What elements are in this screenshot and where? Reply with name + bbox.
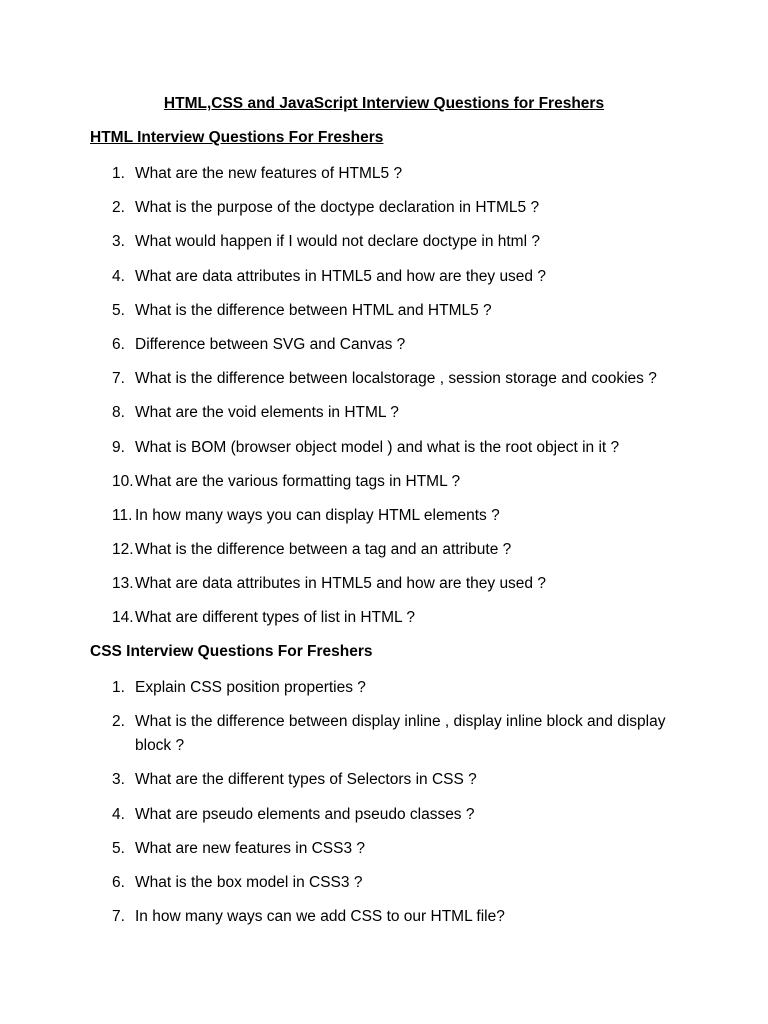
question-number: 3. (112, 771, 125, 789)
question-text: What is the difference between HTML and HTML5 ? (135, 301, 492, 319)
question-number: 6. (112, 335, 125, 353)
list-item (0, 470, 680, 494)
question-number: 4. (112, 805, 125, 823)
question-text: What are different types of list in HTML ? (135, 609, 415, 627)
question-text: What are the void elements in HTML ? (135, 404, 399, 422)
question-number: 12. (112, 541, 134, 559)
question-text: In how many ways you can display HTML elements ? (135, 506, 500, 524)
list-item (0, 333, 680, 357)
list-item (0, 768, 680, 792)
question-number: 11. (112, 506, 133, 524)
document-title: HTML,CSS and JavaScript Interview Questions for Freshers (163, 95, 605, 112)
question-number: 6. (112, 873, 125, 891)
question-text: What are pseudo elements and pseudo classes ? (135, 805, 475, 823)
list-item (0, 837, 680, 861)
question-number: 1. (112, 165, 125, 182)
question-text: In how many ways can we add CSS to our HTML file? (135, 908, 505, 926)
list-item (0, 504, 680, 528)
list-item (0, 162, 680, 186)
list-item (0, 606, 680, 630)
list-item (0, 676, 680, 700)
question-text: What are the various formatting tags in HTML ? (135, 472, 461, 490)
question-text: What are the new features of HTML5 ? (135, 165, 403, 182)
list-item (0, 572, 680, 596)
question-number: 8. (112, 404, 125, 422)
question-text: Difference between SVG and Canvas ? (135, 335, 406, 353)
question-number: 4. (112, 267, 125, 285)
question-number: 13. (112, 575, 134, 593)
question-number: 14. (112, 609, 134, 627)
css-section-heading: CSS Interview Questions For Freshers (90, 643, 373, 660)
list-item (0, 803, 680, 827)
list-item (0, 230, 680, 254)
question-number: 7. (112, 370, 125, 388)
question-text: What is the box model in CSS3 ? (135, 873, 363, 891)
list-item (0, 905, 680, 929)
question-text: What are new features in CSS3 ? (135, 839, 366, 857)
question-number: 10. (112, 472, 134, 490)
question-number: 2. (112, 199, 125, 217)
question-text: What would happen if I would not declare doctype in html ? (135, 233, 540, 251)
question-text: What are the different types of Selectors in CSS ? (135, 771, 477, 789)
question-number: 5. (112, 839, 125, 857)
question-text: What is the purpose of the doctype declaration in HTML5 ? (135, 199, 540, 217)
list-item (0, 871, 680, 895)
list-item (0, 436, 680, 460)
list-item (0, 299, 680, 323)
question-text: What is BOM (browser object model ) and what is the root object in it ? (135, 438, 620, 456)
list-item (0, 710, 680, 758)
question-text: What is the difference between a tag and an attribute ? (135, 541, 512, 559)
question-number: 9. (112, 438, 125, 456)
question-number: 3. (112, 233, 125, 251)
list-item (0, 401, 680, 425)
question-text: What is the difference between localstorage , session storage and cookies ? (135, 370, 657, 388)
list-item (0, 367, 680, 391)
list-item (0, 196, 680, 220)
question-text: What are data attributes in HTML5 and how are they used ? (135, 267, 546, 285)
question-text: What are data attributes in HTML5 and how are they used ? (135, 575, 546, 593)
question-number: 7. (112, 908, 125, 926)
html-section-heading: HTML Interview Questions For Freshers (90, 129, 384, 146)
list-item (0, 538, 680, 562)
question-number: 5. (112, 301, 125, 319)
question-text: Explain CSS position properties ? (135, 679, 366, 696)
question-number: 1. (112, 679, 125, 696)
css-question-list (0, 676, 680, 939)
question-number: 2. (112, 713, 125, 731)
question-text: What is the difference between display inline , display inline block and display block ? (135, 713, 666, 755)
list-item (0, 265, 680, 289)
html-question-list (0, 162, 680, 641)
